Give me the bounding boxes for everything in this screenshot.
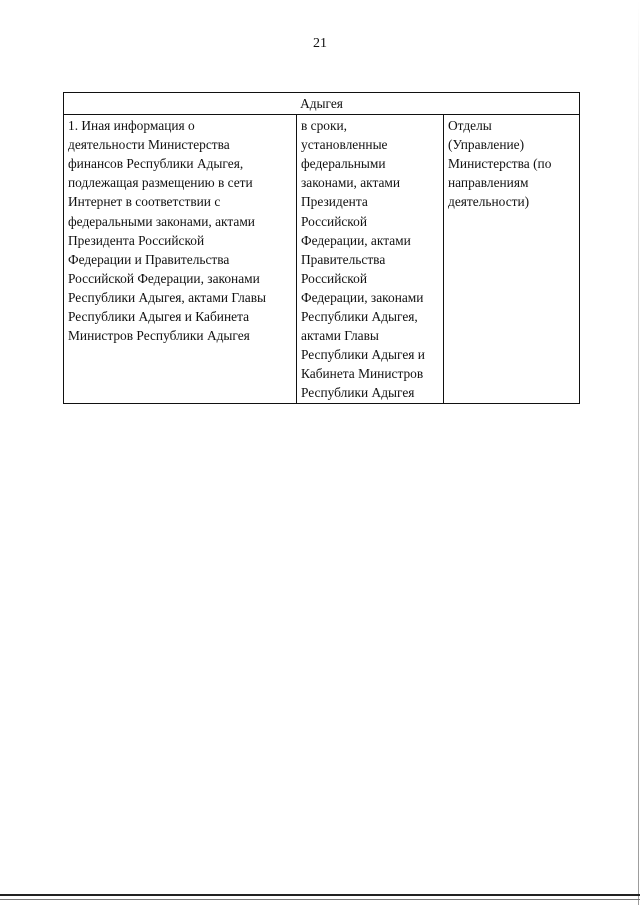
scan-edge-bottom — [0, 894, 640, 896]
deadline-text: в сроки, установленные федеральными законами, актами Президента Российской Федерации, актами Правительства Российской Федерации, законами Республики Адыгея, актами Главы Республики Адыгея и Кабинета Министров Республики Адыгея — [301, 118, 425, 401]
responsible-text: Отделы (Управление) Министерства (по направлениям деятельности) — [448, 118, 552, 210]
cell-deadline — [297, 115, 444, 403]
scan-edge-bottom-secondary — [0, 899, 640, 900]
disclosure-table — [63, 92, 580, 404]
cell-item-description — [64, 115, 297, 403]
cell-responsible — [444, 115, 580, 403]
page-number: 21 — [313, 36, 327, 51]
scan-edge-right — [638, 0, 639, 905]
table-row — [64, 115, 580, 403]
item-description-text: 1. Иная информация о деятельности Министерства финансов Республики Адыгея, подлежащая размещению в сети Интернет в соответствии с федеральными законами, актами Президента Российской Федерации и Правительства Российской Федерации, законами Республики Адыгея, актами Главы Республики Адыгея и Кабинета Министров Республики Адыгея — [68, 118, 267, 344]
table-section-header: Адыгея — [64, 93, 580, 115]
table-header-row — [64, 93, 580, 115]
